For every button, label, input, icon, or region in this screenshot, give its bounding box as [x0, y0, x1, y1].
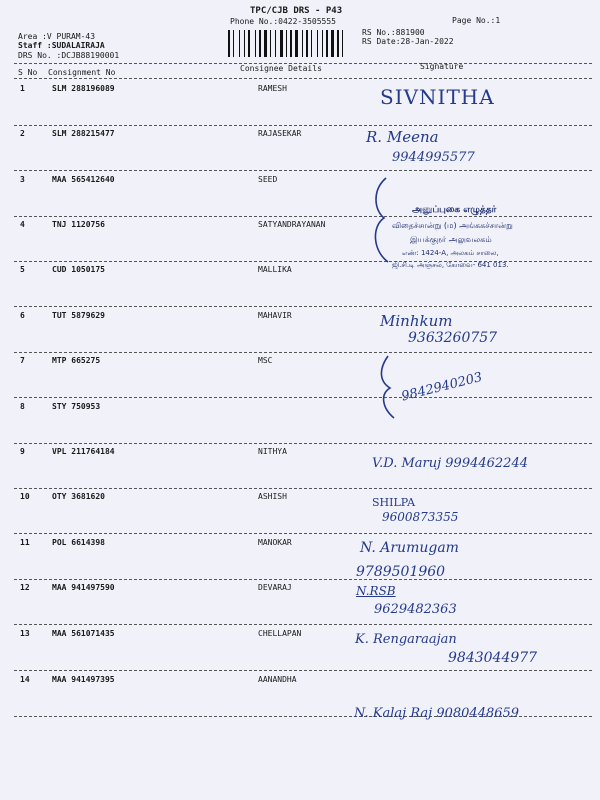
row-consignee: MAHAVIR [258, 311, 292, 320]
drs-number: DRS No. :DCJB88190001 [18, 51, 120, 60]
signature-1: SIVNITHA [380, 85, 495, 109]
col-consignment: Consignment No [48, 68, 116, 77]
signature-10-phone: 9600873355 [382, 510, 459, 524]
row-consignment: OTY 3681620 [52, 492, 105, 501]
row-consignment: POL 6614398 [52, 538, 105, 547]
page-number: Page No.:1 [452, 16, 501, 25]
column-divider [14, 78, 592, 79]
row-sno: 3 [20, 175, 25, 184]
row-sno: 13 [20, 629, 30, 638]
stamp-line-3: இயக்குநர் அலுவலகம் [410, 235, 492, 244]
row-sno: 11 [20, 538, 30, 547]
row-consignment: MTP 665275 [52, 356, 101, 365]
barcode [228, 30, 350, 57]
table-row [0, 492, 600, 504]
row-consignee: DEVARAJ [258, 583, 292, 592]
stamp-line-1: அனுப்புகை எழுத்தர் [412, 205, 497, 215]
row-consignee: MALLIKA [258, 265, 292, 274]
row-consignee: AANANDHA [258, 675, 297, 684]
row-divider [14, 125, 592, 126]
row-divider [14, 624, 592, 625]
table-row [0, 402, 600, 414]
row-consignment: MAA 941497395 [52, 675, 115, 684]
col-consignee: Consignee Details [240, 64, 322, 73]
signature-13-name: K. Rengaraajan [355, 632, 457, 647]
table-row [0, 675, 600, 687]
signature-12-name: N.RSB [356, 584, 396, 598]
row-divider [14, 670, 592, 671]
stamp-line-5: ஜி.சி.டி அஞ்சல், கோவை- 641 013. [392, 261, 509, 269]
signature-10-name: SHILPA [372, 496, 416, 509]
row-consignee: NITHYA [258, 447, 287, 456]
row-sno: 9 [20, 447, 25, 456]
row-divider [14, 443, 592, 444]
col-signature: Signature [420, 62, 464, 71]
row-sno: 10 [20, 492, 30, 501]
row-divider [14, 397, 592, 398]
row-consignment: TNJ 1120756 [52, 220, 105, 229]
table-row [0, 311, 600, 323]
signature-6-name: Minhkum [380, 312, 453, 330]
row-sno: 4 [20, 220, 25, 229]
row-consignee: RAJASEKAR [258, 129, 302, 138]
row-consignee: SEED [258, 175, 278, 184]
table-row [0, 356, 600, 368]
row-divider [14, 579, 592, 580]
signature-6-phone: 9363260757 [408, 330, 498, 346]
row-divider [14, 352, 592, 353]
row-sno: 5 [20, 265, 25, 274]
stamp-line-2: விதைச்சான்று (ம) அங்ககச்சான்று [392, 221, 513, 230]
row-divider [14, 306, 592, 307]
row-consignment: SLM 288215477 [52, 129, 115, 138]
row-consignment: MAA 561071435 [52, 629, 115, 638]
row-divider [14, 533, 592, 534]
signature-8-phone: 9842940203 [400, 369, 484, 405]
bracket-scribble-2 [372, 352, 412, 422]
row-consignee: CHELLAPAN [258, 629, 302, 638]
row-sno: 14 [20, 675, 30, 684]
row-consignment: STY 750953 [52, 402, 101, 411]
signature-11-name: N. Arumugam [360, 540, 459, 556]
bracket-scribble [366, 170, 406, 270]
row-consignment: MAA 565412640 [52, 175, 115, 184]
row-divider [14, 488, 592, 489]
row-consignment: MAA 941497590 [52, 583, 115, 592]
signature-12-phone: 9629482363 [374, 602, 457, 617]
row-sno: 12 [20, 583, 30, 592]
row-consignment: CUD 1050175 [52, 265, 105, 274]
col-sno: S No [18, 68, 38, 77]
stamp-line-4: எண்: 1424-A, அலகம் சாலை, [402, 249, 499, 257]
row-consignment: TUT 5879629 [52, 311, 105, 320]
row-consignment: VPL 211764184 [52, 447, 115, 456]
row-consignee: MSC [258, 356, 273, 365]
row-sno: 8 [20, 402, 25, 411]
row-consignee: MANOKAR [258, 538, 292, 547]
table-row [0, 129, 600, 141]
signature-13-phone: 9843044977 [448, 650, 538, 666]
document-code: TPC/CJB DRS - P43 [250, 6, 343, 16]
signature-2-phone: 9944995577 [392, 150, 475, 165]
table-row [0, 538, 600, 550]
table-row [0, 629, 600, 641]
staff-label: Staff :SUDALAIRAJA [18, 41, 105, 50]
table-row [0, 84, 600, 96]
row-divider [14, 170, 592, 171]
signature-9: V.D. Maruj 9994462244 [372, 456, 528, 471]
table-row [0, 583, 600, 595]
row-consignee: SATYANDRAYANAN [258, 220, 326, 229]
row-sno: 7 [20, 356, 25, 365]
area-label: Area :V PURAM-43 [18, 32, 96, 41]
row-sno: 1 [20, 84, 25, 93]
rs-number: RS No.:881900 [362, 28, 425, 37]
signature-2-name: R. Meena [366, 128, 439, 146]
phone-number: Phone No.:0422-3505555 [230, 17, 336, 26]
row-sno: 2 [20, 129, 25, 138]
signature-11-phone: 9789501960 [356, 564, 446, 580]
row-consignment: SLM 288196089 [52, 84, 115, 93]
row-sno: 6 [20, 311, 25, 320]
row-consignee: ASHISH [258, 492, 287, 501]
rs-date: RS Date:28-Jan-2022 [362, 37, 454, 46]
signature-14: N. Kalaj Raj 9080448659 [354, 706, 520, 721]
row-consignee: RAMESH [258, 84, 287, 93]
